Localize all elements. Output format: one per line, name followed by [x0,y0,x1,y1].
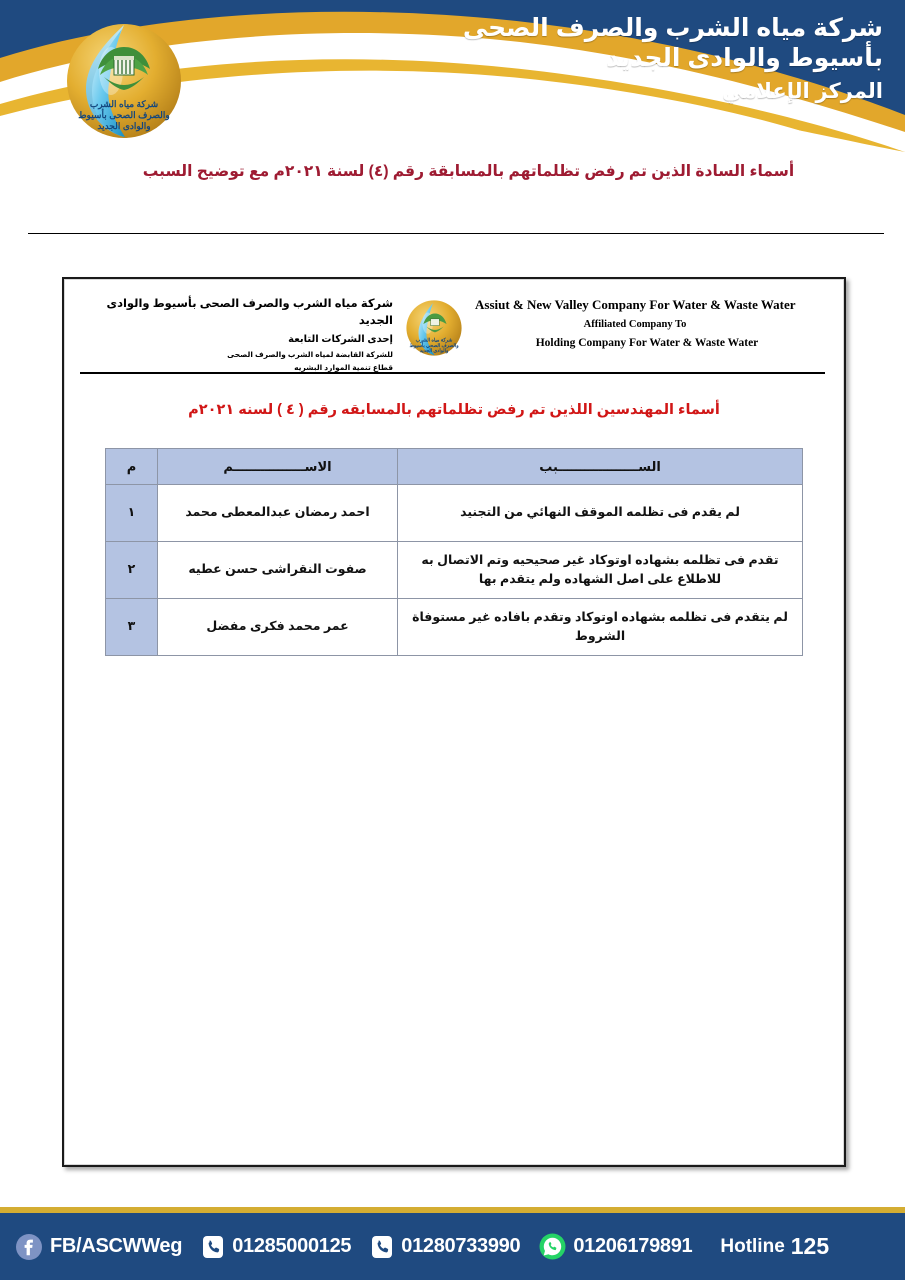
cell-num: ١ [106,485,158,542]
letterhead-arabic-line1: شركة مياه الشرب والصرف الصحى بأسيوط والوادى الجديد [106,298,393,328]
cell-reason: تقدم فى تظلمه بشهاده اوتوكاد غير صحيحيه وتم الاتصال به للاطلاع على اصل الشهاده ولم يتقدم بها [398,542,803,599]
svg-text:والوادى الجديد: والوادى الجديد [419,349,449,355]
facebook-icon [14,1232,44,1262]
phone-icon [369,1234,395,1260]
header-org-line2: بأسيوط والوادى الجديد [606,43,883,72]
water-globe-logo-icon [62,19,186,143]
letterhead-arabic-line4: قطاع تنمية الموارد البشريه [294,362,393,372]
hotline-number: 125 [790,1233,830,1259]
title-divider-rule [28,233,884,234]
grievances-table [105,448,803,656]
footer-whatsapp[interactable] [538,1232,692,1261]
document-letterhead [83,294,825,372]
hotline-label: Hotline [720,1235,785,1257]
table-header-reason: الســــــــــــــــــبب [398,449,803,485]
footer-phone-1[interactable] [200,1234,351,1260]
letterhead-english-line2: Affiliated Company To [583,318,687,330]
table-row [106,542,803,599]
letterhead-english-line3: Holding Company For Water & Waste Water [535,336,759,349]
page-header-banner [0,0,905,152]
whatsapp-icon [538,1232,567,1261]
header-org-line1: شركة مياه الشرب والصرف الصحى [462,14,883,42]
phone-number-1: 01285000125 [232,1235,352,1257]
letterhead-water-globe-logo-icon [403,298,465,358]
svg-text:شركة مياه الشرب: شركة مياه الشرب [89,99,159,109]
cell-name: صفوت النقراشى حسن عطيه [158,542,398,599]
cell-name: احمد رمضان عبدالمعطى محمد [158,485,398,542]
header-department: المركز الإعلامي [722,80,883,103]
document-inner [64,279,844,1165]
document-heading: أسماء المهندسين اللذين تم رفض تظلماتهم بالمسابقه رقم ( ٤ ) لسنه ٢٠٢١م [188,402,720,418]
footer-contact-bar [0,1213,905,1280]
footer-facebook[interactable] [14,1232,182,1262]
phone-icon [200,1234,226,1260]
page-title-band [0,152,905,200]
page-title: أسماء السادة الذين تم رفض تظلماتهم بالمسابقة رقم (٤) لسنة ٢٠٢١م مع توضيح السبب [142,163,795,180]
whatsapp-number: 01206179891 [573,1235,693,1257]
cell-reason: لم يتقدم فى تظلمه بشهاده اوتوكاد وتقدم بافاده غير مستوفاة الشروط [398,599,803,656]
document-sheet [62,277,846,1167]
svg-text:والصرف الصحي بأسيوط: والصرف الصحي بأسيوط [409,343,459,349]
header-title-block [243,14,883,104]
cell-num: ٢ [106,542,158,599]
letterhead-arabic-line2: إحدى الشركات التابعة [288,333,393,345]
svg-text:والصرف الصحى بأسيوط: والصرف الصحى بأسيوط [78,110,170,120]
table-header-name: الاســــــــــــــــم [158,449,398,485]
letterhead-english-block [475,294,825,352]
svg-text:شركة مياه الشرب: شركة مياه الشرب [415,338,453,344]
phone-number-2: 01280733990 [401,1235,521,1257]
table-row [106,485,803,542]
cell-name: عمر محمد فكرى مفضل [158,599,398,656]
letterhead-arabic-block [83,294,393,374]
table-header-row [106,449,803,485]
letterhead-arabic-line3: للشركة القابضة لمياه الشرب والصرف الصحى [227,349,393,359]
cell-reason: لم يقدم فى تظلمه الموقف النهائي من التجنيد [398,485,803,542]
cell-num: ٣ [106,599,158,656]
table-container [83,448,825,656]
letterhead-english-line1: Assiut & New Valley Company For Water & Waste Water [475,297,796,312]
table-row [106,599,803,656]
table-header-num: م [106,449,158,485]
facebook-handle: FB/ASCWWeg [50,1235,183,1257]
svg-text:والوادى الجديد: والوادى الجديد [97,121,151,131]
footer-phone-2[interactable] [369,1234,520,1260]
footer-hotline [710,1233,829,1260]
